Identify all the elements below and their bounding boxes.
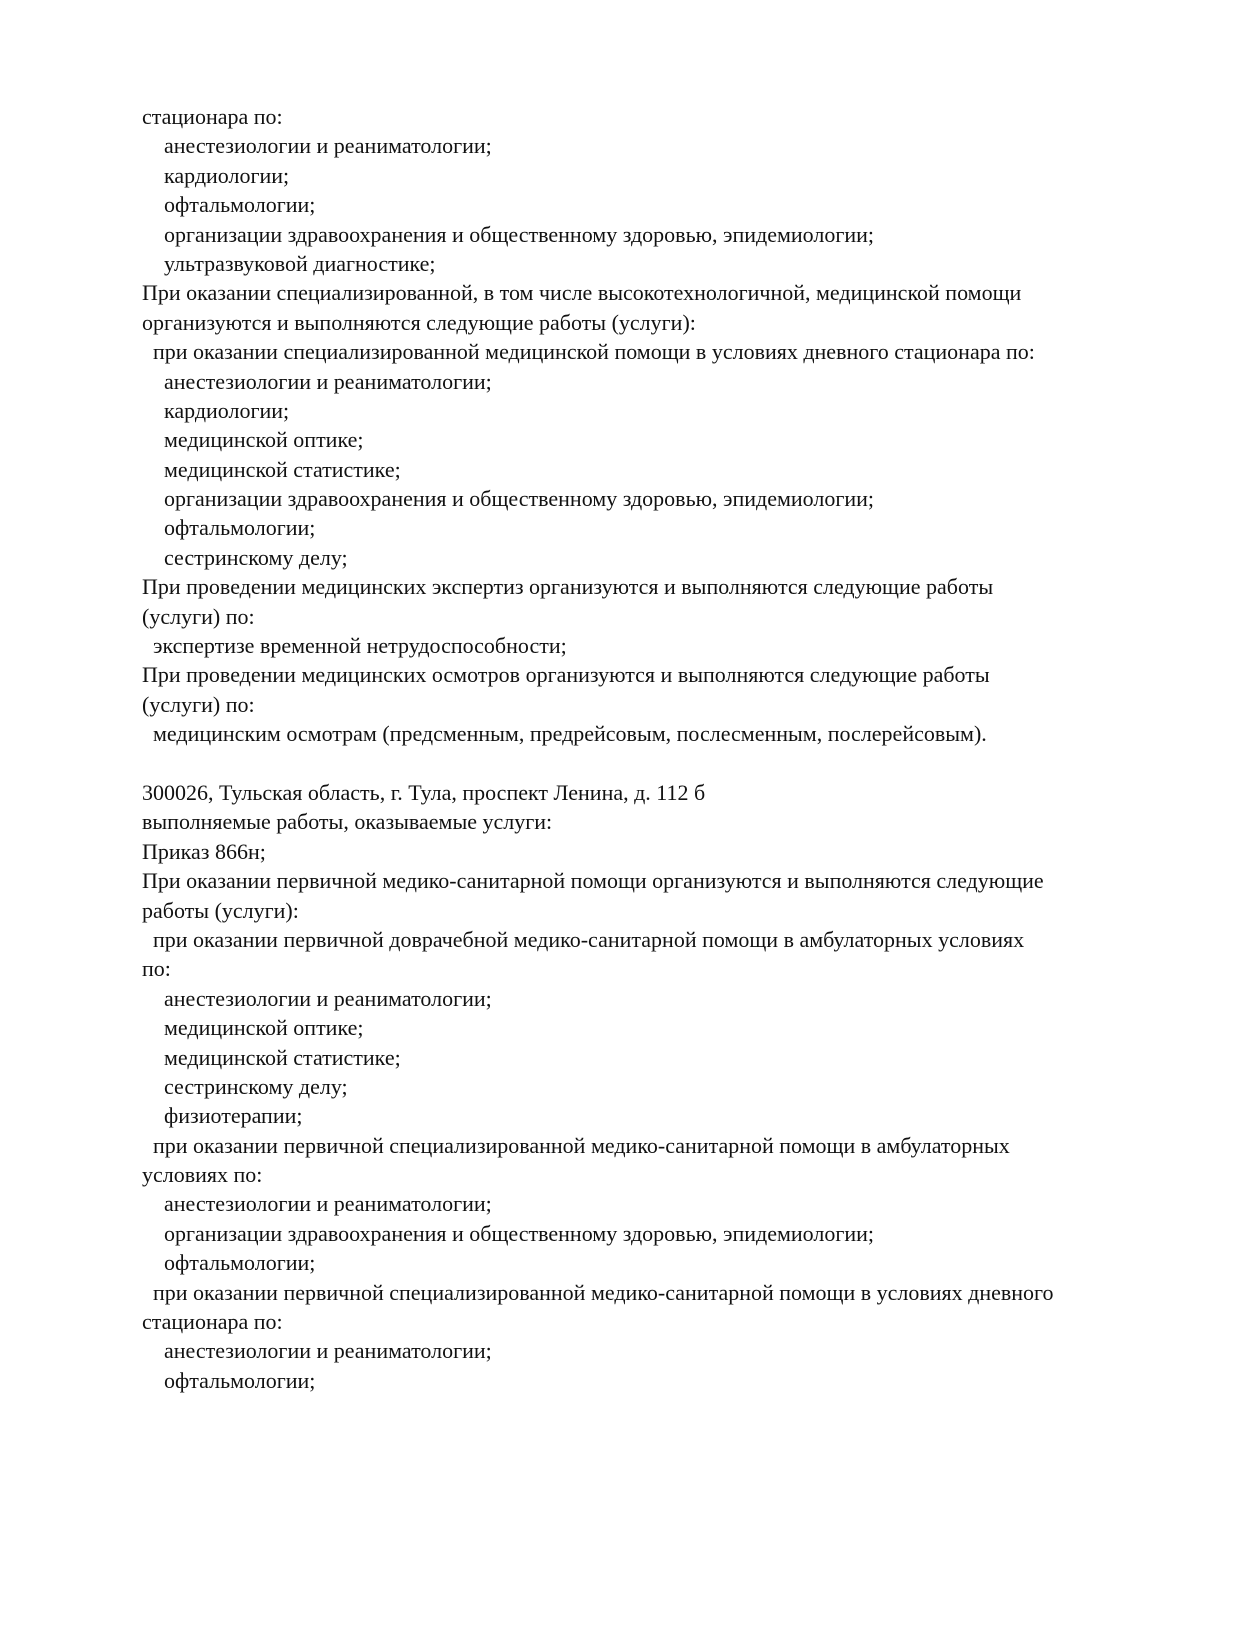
list-item: офтальмологии; — [142, 1367, 316, 1393]
list-item: ультразвуковой диагностике; — [142, 250, 436, 276]
paragraph-line: При проведении медицинских экспертиз организуются и выполняются следующие работы — [142, 574, 994, 600]
address-line: 300026, Тульская область, г. Тула, проспект Ленина, д. 112 б — [142, 779, 706, 805]
list-item: анестезиологии и реаниматологии; — [142, 985, 492, 1011]
list-item: анестезиологии и реаниматологии; — [142, 1338, 492, 1364]
section-spacer — [142, 749, 1142, 778]
list-item: сестринскому делу; — [142, 1073, 348, 1099]
paragraph-line: При оказании первичной медико-санитарной помощи организуются и выполняются следующие — [142, 868, 1044, 894]
paragraph-line: При проведении медицинских осмотров организуются и выполняются следующие работы — [142, 662, 990, 688]
list-item: медицинской статистике; — [142, 456, 401, 482]
section-address-block — [142, 778, 1142, 1395]
subheading-line: при оказании специализированной медицинской помощи в условиях дневного стационара по: — [142, 339, 1035, 365]
subheading-line: при оказании первичной специализированной медико-санитарной помощи в амбулаторных — [142, 1132, 1010, 1158]
subheading-line: при оказании первичной доврачебной медико-санитарной помощи в амбулаторных условиях — [142, 926, 1025, 952]
list-item: анестезиологии и реаниматологии; — [142, 1191, 492, 1217]
paragraph-line: выполняемые работы, оказываемые услуги: — [142, 809, 553, 835]
list-item: медицинской оптике; — [142, 1015, 364, 1041]
subheading-line: стационара по: — [142, 1309, 283, 1335]
list-item: анестезиологии и реаниматологии; — [142, 368, 492, 394]
paragraph-line: При оказании специализированной, в том числе высокотехнологичной, медицинской помощи — [142, 280, 1022, 306]
list-item: организации здравоохранения и общественному здоровью, эпидемиологии; — [142, 221, 875, 247]
list-item: медицинской оптике; — [142, 427, 364, 453]
list-item: сестринскому делу; — [142, 544, 348, 570]
paragraph-line: организуются и выполняются следующие работы (услуги): — [142, 309, 696, 335]
list-item: медицинской статистике; — [142, 1044, 401, 1070]
list-item: анестезиологии и реаниматологии; — [142, 133, 492, 159]
list-item: организации здравоохранения и общественному здоровью, эпидемиологии; — [142, 1220, 875, 1246]
order-reference: Приказ 866н; — [142, 838, 266, 864]
list-item: физиотерапии; — [142, 1103, 303, 1129]
paragraph-line: (услуги) по: — [142, 603, 255, 629]
subheading-line: условиях по: — [142, 1162, 263, 1188]
paragraph-line: работы (услуги): — [142, 897, 299, 923]
subheading-line: при оказании первичной специализированной медико-санитарной помощи в условиях дневного — [142, 1279, 1054, 1305]
list-item: организации здравоохранения и общественному здоровью, эпидемиологии; — [142, 486, 875, 512]
list-item: офтальмологии; — [142, 1250, 316, 1276]
document-page — [142, 102, 1142, 1395]
subheading-line: экспертизе временной нетрудоспособности; — [142, 633, 567, 659]
list-item: офтальмологии; — [142, 192, 316, 218]
list-item: кардиологии; — [142, 162, 290, 188]
list-item: офтальмологии; — [142, 515, 316, 541]
section-continuation — [142, 102, 1142, 749]
list-item: кардиологии; — [142, 397, 290, 423]
paragraph-line: (услуги) по: — [142, 691, 255, 717]
subheading-line: по: — [142, 956, 171, 982]
text-line: стационара по: — [142, 104, 283, 129]
subheading-line: медицинским осмотрам (предсменным, предрейсовым, послесменным, послерейсовым). — [142, 721, 987, 747]
